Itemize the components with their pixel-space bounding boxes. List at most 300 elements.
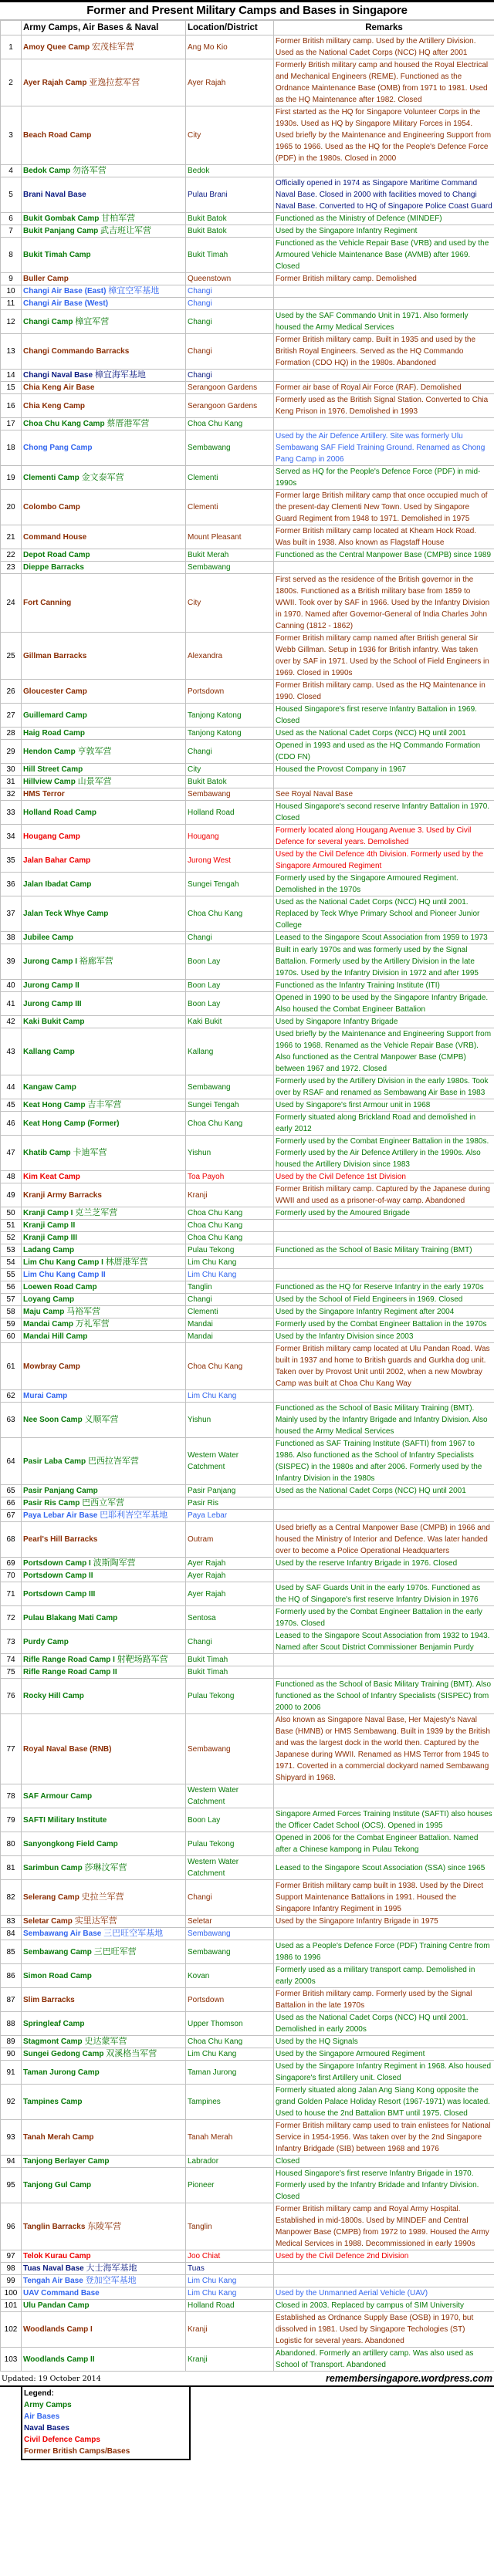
camp-name: UAV Command Base — [23, 2289, 100, 2297]
table-row — [1, 382, 494, 394]
camp-name-cell — [22, 1343, 186, 1390]
camp-remarks: Established as Ordnance Supply Base (OSB) in 1970, but dissolved in 1981. Used by Singapore Techologies (ST) Logistic for several years. Abandoned — [274, 2312, 494, 2348]
camp-chinese-name: 巴耶利峇空军基地 — [100, 1511, 168, 1520]
table-row — [1, 1281, 494, 1294]
row-number: 47 — [1, 1136, 22, 1171]
camp-name-cell — [22, 1808, 186, 1832]
camp-name-cell — [22, 1318, 186, 1331]
camp-remarks: Used by Singapore's first Armour unit in 1968 — [274, 1099, 494, 1112]
row-number: 36 — [1, 873, 22, 896]
row-number: 32 — [1, 788, 22, 801]
camp-name: Nee Soon Camp — [23, 1416, 83, 1424]
camp-remarks: Used by the Air Defence Artillery. Site was formerly Ulu Sembawang SAF Field Training Ground. Renamed as Chong Pang Camp in 2006 — [274, 430, 494, 466]
header-number — [1, 21, 22, 35]
camp-name: Kranji Army Barracks — [23, 1190, 102, 1200]
camp-location: Lim Chu Kang — [186, 1390, 274, 1403]
camp-name: SAFTI Military Institute — [23, 1815, 107, 1825]
row-number: 3 — [1, 106, 22, 165]
row-number: 41 — [1, 992, 22, 1016]
camp-location: Holland Road — [186, 2300, 274, 2312]
camp-remarks: Used by the Civil Defence 2nd Division — [274, 2250, 494, 2263]
camp-name-cell — [22, 382, 186, 394]
row-number: 53 — [1, 1244, 22, 1257]
camp-chinese-name: 林厝港军营 — [105, 1258, 148, 1267]
camp-remarks: Used by the reserve Infantry Brigade in 1976. Closed — [274, 1558, 494, 1570]
table-row — [1, 1294, 494, 1306]
camp-chinese-name: 东陵军营 — [87, 2221, 122, 2231]
camp-remarks: Former British military camp located at Kheam Hock Road. Was built in 1938. Also known as Flagstaff House — [274, 525, 494, 549]
camp-name: Hougang Camp — [23, 832, 80, 841]
camp-location: Sungei Tengah — [186, 873, 274, 896]
row-number: 96 — [1, 2203, 22, 2250]
camp-remarks: Opened in 1990 to be used by the Singapore Infantry Brigade. Also housed the Combat Engineer Battalion — [274, 992, 494, 1016]
camp-chinese-name: 蔡厝港军营 — [107, 419, 150, 428]
camp-name-cell — [22, 980, 186, 992]
row-number: 84 — [1, 1928, 22, 1940]
row-number: 61 — [1, 1343, 22, 1390]
table-row — [1, 1112, 494, 1136]
camp-remarks: Used by the School of Field Engineers in 1969. Closed — [274, 1294, 494, 1306]
camp-name-cell — [22, 2348, 186, 2372]
row-number: 89 — [1, 2036, 22, 2048]
camp-remarks: Opened in 1993 and used as the HQ Commando Formation (CDO FN) — [274, 740, 494, 764]
camp-name: Royal Naval Base (RNB) — [23, 1744, 112, 1754]
camp-name-cell — [22, 1112, 186, 1136]
camp-name-cell — [22, 549, 186, 562]
camp-name: Mandai Hill Camp — [23, 1332, 88, 1341]
camp-remarks: Formerly used by the Singapore Armoured Regiment. Demolished in the 1970s — [274, 873, 494, 896]
table-row — [1, 1331, 494, 1343]
camp-location: Kranji — [186, 2312, 274, 2348]
camp-name: Bukit Gombak Camp — [23, 214, 100, 223]
camp-name: Kranji Camp I — [23, 1209, 73, 1217]
camp-name: Depot Road Camp — [23, 551, 90, 559]
camp-location: City — [186, 764, 274, 776]
camp-location: City — [186, 106, 274, 165]
camp-name-cell — [22, 704, 186, 728]
camp-name: Gillman Barracks — [23, 651, 87, 660]
camp-location: Western Water Catchment — [186, 1438, 274, 1485]
table-row — [1, 1570, 494, 1582]
camp-remarks — [274, 418, 494, 430]
table-row — [1, 896, 494, 932]
camp-name-cell — [22, 1183, 186, 1207]
row-number: 11 — [1, 298, 22, 310]
row-number: 9 — [1, 273, 22, 285]
camp-remarks: Used by Singapore Infantry Brigade — [274, 1016, 494, 1028]
table-row — [1, 932, 494, 944]
camp-remarks — [274, 1570, 494, 1582]
camp-name-cell — [22, 2312, 186, 2348]
camp-chinese-name: 史拉兰军营 — [81, 1892, 124, 1902]
camp-name: Pasir Ris Camp — [23, 1499, 80, 1507]
camp-location: Taman Jurong — [186, 2061, 274, 2085]
row-number: 65 — [1, 1485, 22, 1497]
table-row — [1, 2061, 494, 2085]
camp-remarks: Leased to the Singapore Scout Association from 1932 to 1943. Named after Scout District Commissioner Benjamin Purdy — [274, 1630, 494, 1654]
camp-name: Chong Pang Camp — [23, 444, 93, 452]
camp-location: Bukit Batok — [186, 213, 274, 225]
row-number: 52 — [1, 1232, 22, 1244]
camp-name-cell — [22, 2036, 186, 2048]
row-number: 91 — [1, 2061, 22, 2085]
camp-name: Brani Naval Base — [23, 191, 86, 199]
table-row — [1, 2287, 494, 2300]
table-row — [1, 2300, 494, 2312]
row-number: 17 — [1, 418, 22, 430]
camp-location: Changi — [186, 932, 274, 944]
row-number: 7 — [1, 225, 22, 238]
camp-location: Clementi — [186, 1306, 274, 1318]
row-number: 39 — [1, 944, 22, 980]
camp-remarks: Functioned as the Vehicle Repair Base (VRB) and used by the Armoured Vehicle Maintenance Base (AVMB) after 1969. Closed — [274, 238, 494, 273]
camp-remarks: Closed — [274, 2156, 494, 2168]
camp-location: Pulau Tekong — [186, 1244, 274, 1257]
camp-remarks: Used briefly by the Maintenance and Engineering Support from 1966 to 1968. Renamed as the Vehicle Repair Base (VRB). Also functioned as the Central Manpower Base (CMPB) between 1967 and 1972. Closed — [274, 1028, 494, 1075]
camp-name-cell — [22, 298, 186, 310]
camp-location: Sembawang — [186, 562, 274, 574]
camp-location: Bukit Timah — [186, 1666, 274, 1679]
camp-name-cell — [22, 1281, 186, 1294]
row-number: 82 — [1, 1880, 22, 1916]
camp-location: Sembawang — [186, 430, 274, 466]
table-row — [1, 370, 494, 382]
camp-location: Queenstown — [186, 273, 274, 285]
table-row — [1, 740, 494, 764]
camp-name: Changi Air Base (West) — [23, 299, 109, 308]
camp-name: Woodlands Camp I — [23, 2325, 93, 2334]
camp-name: Jalan Teck Whye Camp — [23, 910, 109, 918]
camp-name: Rifle Range Road Camp I — [23, 1656, 115, 1664]
camp-name: Tengah Air Base — [23, 2277, 83, 2285]
camp-name-cell — [22, 310, 186, 334]
camp-location: Alexandra — [186, 633, 274, 680]
table-row — [1, 466, 494, 490]
camp-name: Jubilee Camp — [23, 934, 74, 942]
camp-location: Pioneer — [186, 2168, 274, 2203]
camp-chinese-name: 义顺军营 — [84, 1415, 119, 1424]
camp-name-cell — [22, 1099, 186, 1112]
table-row — [1, 334, 494, 370]
row-number: 66 — [1, 1497, 22, 1510]
table-row — [1, 1438, 494, 1485]
camp-remarks: Used as the National Cadet Corps (NCC) HQ until 2001 — [274, 1485, 494, 1497]
camp-location: Pasir Ris — [186, 1497, 274, 1510]
camp-name-cell — [22, 1171, 186, 1183]
camp-name: Tanjong Berlayer Camp — [23, 2157, 110, 2166]
table-row — [1, 165, 494, 177]
camp-remarks: Leased to the Singapore Scout Association (SSA) since 1965 — [274, 1856, 494, 1880]
camp-location: Choa Chu Kang — [186, 1343, 274, 1390]
table-row — [1, 2048, 494, 2061]
table-row — [1, 728, 494, 740]
camp-name-cell — [22, 177, 186, 213]
camp-remarks: Used by the Unmanned Aerial Vehicle (UAV) — [274, 2287, 494, 2300]
table-row — [1, 418, 494, 430]
camp-name: Bedok Camp — [23, 167, 71, 175]
camp-remarks: Housed Singapore's first reserve Infantry Battalion in 1969. Closed — [274, 704, 494, 728]
row-number: 49 — [1, 1183, 22, 1207]
camp-location: Kovan — [186, 1964, 274, 1988]
table-row — [1, 633, 494, 680]
camp-remarks: Used by the Civil Defence 1st Division — [274, 1171, 494, 1183]
camp-remarks: Built in early 1970s and was formerly used by the Signal Battalion. Formerly used by the Artillery Division in the late 1970s. Used by the Infantry Division in 1972 and after 1995 — [274, 944, 494, 980]
legend-item-british: Former British Camps/Bases — [24, 2447, 130, 2456]
camp-name-cell — [22, 2061, 186, 2085]
row-number: 15 — [1, 382, 22, 394]
table-row — [1, 1916, 494, 1928]
camp-remarks: Former British military camp built in 1938. Used by the Direct Support Maintenance Battalions in 1991. Housed the Singapore Infantry Regiment in 1995 — [274, 1880, 494, 1916]
camp-location: Bukit Batok — [186, 776, 274, 788]
camp-name-cell — [22, 225, 186, 238]
camp-chinese-name: 莎琳汶军营 — [84, 1862, 127, 1872]
camp-name-cell — [22, 2275, 186, 2287]
table-row — [1, 2168, 494, 2203]
camp-name: Woodlands Camp II — [23, 2355, 95, 2364]
table-row — [1, 1343, 494, 1390]
camp-name: Simon Road Camp — [23, 1971, 92, 1980]
camp-name-cell — [22, 1988, 186, 2012]
camp-location: Tampines — [186, 2085, 274, 2120]
table-row — [1, 1928, 494, 1940]
camp-location: Yishun — [186, 1136, 274, 1171]
table-row — [1, 1028, 494, 1075]
camp-chinese-name: 卡迪军营 — [73, 1148, 107, 1157]
table-row — [1, 1784, 494, 1808]
row-number: 72 — [1, 1606, 22, 1630]
row-number: 68 — [1, 1522, 22, 1558]
camp-location: Sembawang — [186, 788, 274, 801]
camp-chinese-name: 樟宜空军基地 — [108, 286, 160, 295]
camp-remarks: Formerly used by the Combat Engineer Battalion in the early 1970s. Closed — [274, 1606, 494, 1630]
camp-location: Tanglin — [186, 2203, 274, 2250]
camp-location: Sembawang — [186, 1075, 274, 1099]
camp-location: Tanjong Katong — [186, 728, 274, 740]
camp-location: Lim Chu Kang — [186, 2048, 274, 2061]
camp-location: Sembawang — [186, 1714, 274, 1784]
camp-name-cell — [22, 1832, 186, 1856]
camp-name-cell — [22, 1497, 186, 1510]
camp-name-cell — [22, 1606, 186, 1630]
camp-name: Changi Air Base (East) — [23, 287, 107, 295]
camp-remarks: Functioned as the Ministry of Defence (MINDEF) — [274, 213, 494, 225]
camp-location: Holland Road — [186, 801, 274, 825]
camp-name-cell — [22, 801, 186, 825]
camp-name-cell — [22, 2168, 186, 2203]
camp-name: Ayer Rajah Camp — [23, 78, 87, 87]
table-row — [1, 1244, 494, 1257]
camp-location: Changi — [186, 285, 274, 298]
table-row — [1, 1856, 494, 1880]
page-title: Former and Present Military Camps and Bases in Singapore — [0, 2, 494, 20]
camp-remarks: Formerly situated along Jalan Ang Siang Kong opposite the grand Golden Palace Holiday Resort (1967-1971) was located. Used to house the 2nd Battalion BMT until 1975. Closed — [274, 2085, 494, 2120]
camp-location: Western Water Catchment — [186, 1784, 274, 1808]
camp-remarks: Formerly located along Hougang Avenue 3. Used by Civil Defence for several years. Demolished — [274, 825, 494, 849]
table-row — [1, 1654, 494, 1666]
camp-name: Pasir Laba Camp — [23, 1457, 86, 1466]
table-row — [1, 680, 494, 704]
camp-name: Hendon Camp — [23, 747, 76, 756]
camp-location: Sentosa — [186, 1606, 274, 1630]
table-row — [1, 310, 494, 334]
camp-remarks: Former British military camp used to train enlistees for National Service in 1954-1956. Was taken over by the 2nd Singapore Infantry Bridgade (SIB) between 1968 and 1976 — [274, 2120, 494, 2156]
camp-name-cell — [22, 1558, 186, 1570]
table-row — [1, 2156, 494, 2168]
camp-location: Lim Chu Kang — [186, 1269, 274, 1281]
site-credit: remembersingapore.wordpress.com — [325, 2373, 492, 2384]
camp-location: Changi — [186, 1880, 274, 1916]
row-number: 23 — [1, 562, 22, 574]
legend-item-army: Army Camps — [24, 2401, 72, 2409]
table-row — [1, 1522, 494, 1558]
camp-name-cell — [22, 2120, 186, 2156]
camp-chinese-name: 巴西拉峇军营 — [87, 1456, 139, 1466]
row-number: 59 — [1, 1318, 22, 1331]
camp-location: Pulau Tekong — [186, 1832, 274, 1856]
row-number: 10 — [1, 285, 22, 298]
camp-remarks: Former British military camp. Captured by the Japanese during WWII and used as a prisoner-of-way camp. Abandoned — [274, 1183, 494, 1207]
camp-name-cell — [22, 35, 186, 59]
camp-name: Bukit Timah Camp — [23, 251, 91, 259]
camp-remarks: Used by the Singapore Infantry Regiment in 1968. Also housed Singapore's first Artillery unit. Closed — [274, 2061, 494, 2085]
camp-name-cell — [22, 1269, 186, 1281]
row-number: 34 — [1, 825, 22, 849]
camp-name-cell — [22, 1510, 186, 1522]
camp-name-cell — [22, 1880, 186, 1916]
camp-remarks: Abandoned. Formerly an artillery camp. Was also used as School of Transport. Abandoned — [274, 2348, 494, 2372]
camp-name-cell — [22, 370, 186, 382]
camp-location: Changi — [186, 334, 274, 370]
camp-name-cell — [22, 1714, 186, 1784]
camp-name-cell — [22, 334, 186, 370]
table-row — [1, 1306, 494, 1318]
camp-name-cell — [22, 430, 186, 466]
footer — [0, 2372, 494, 2387]
camp-location: Ayer Rajah — [186, 1570, 274, 1582]
camp-chinese-name: 巴西立军营 — [82, 1498, 125, 1507]
row-number: 67 — [1, 1510, 22, 1522]
camp-name: Tanah Merah Camp — [23, 2133, 94, 2142]
camp-name-cell — [22, 1784, 186, 1808]
camp-name-cell — [22, 1630, 186, 1654]
camp-chinese-name: 史达蒙军营 — [84, 2037, 127, 2046]
legend — [21, 2387, 191, 2460]
camp-location: Ayer Rajah — [186, 1558, 274, 1570]
camp-remarks — [274, 2263, 494, 2275]
camp-name: Seletar Camp — [23, 1917, 73, 1926]
table-row — [1, 2012, 494, 2036]
camp-location: Choa Chu Kang — [186, 1232, 274, 1244]
camp-name: Rocky Hill Camp — [23, 1692, 84, 1700]
camp-location: Kaki Bukit — [186, 1016, 274, 1028]
camp-location: City — [186, 574, 274, 633]
camp-chinese-name: 樟宜军营 — [75, 316, 110, 326]
camp-name: Mandai Camp — [23, 1320, 74, 1329]
row-number: 26 — [1, 680, 22, 704]
row-number: 79 — [1, 1808, 22, 1832]
camp-chinese-name: 克兰芝军营 — [75, 1208, 118, 1217]
camp-location: Mandai — [186, 1318, 274, 1331]
camp-location: Clementi — [186, 466, 274, 490]
table-row — [1, 992, 494, 1016]
row-number: 24 — [1, 574, 22, 633]
camp-location: Changi — [186, 298, 274, 310]
camp-remarks — [274, 370, 494, 382]
camp-remarks: Used by the Singapore Infantry Brigade in 1975 — [274, 1916, 494, 1928]
camp-location: Hougang — [186, 825, 274, 849]
camp-chinese-name: 实里达军营 — [74, 1916, 117, 1926]
camp-name-cell — [22, 1916, 186, 1928]
camp-name: Tampines Camp — [23, 2098, 83, 2106]
camp-name-cell — [22, 1654, 186, 1666]
camp-name: Colombo Camp — [23, 503, 80, 511]
camp-name-cell — [22, 2085, 186, 2120]
camp-remarks — [274, 1497, 494, 1510]
row-number: 30 — [1, 764, 22, 776]
camp-name: Taman Jurong Camp — [23, 2068, 100, 2077]
row-number: 93 — [1, 2120, 22, 2156]
camp-name-cell — [22, 106, 186, 165]
camp-chinese-name: 樟宜海军基地 — [94, 370, 146, 380]
legend-item-civil: Civil Defence Camps — [24, 2436, 100, 2444]
camp-location: Tanjong Katong — [186, 704, 274, 728]
camp-location: Kallang — [186, 1028, 274, 1075]
table-row — [1, 1808, 494, 1832]
row-number: 56 — [1, 1281, 22, 1294]
row-number: 29 — [1, 740, 22, 764]
camp-name-cell — [22, 873, 186, 896]
row-number: 13 — [1, 334, 22, 370]
camp-location: Changi — [186, 370, 274, 382]
camp-location: Choa Chu Kang — [186, 418, 274, 430]
camp-remarks: Functioned as the HQ for Reserve Infantry in the early 1970s — [274, 1281, 494, 1294]
camp-remarks: Former British military camp. Demolished — [274, 273, 494, 285]
camp-name: Fort Canning — [23, 599, 72, 607]
table-row — [1, 2275, 494, 2287]
camp-location: Ayer Rajah — [186, 59, 274, 106]
row-number: 90 — [1, 2048, 22, 2061]
table-row — [1, 1666, 494, 1679]
camp-remarks: Used by SAF Guards Unit in the early 1970s. Functioned as the HQ of Singapore's first reserve Infantry Division in 1976 — [274, 1582, 494, 1606]
header-location: Location/District — [186, 21, 274, 35]
camp-name-cell — [22, 394, 186, 418]
camp-remarks — [274, 1220, 494, 1232]
camp-name: Loyang Camp — [23, 1295, 75, 1304]
table-row — [1, 2120, 494, 2156]
row-number: 22 — [1, 549, 22, 562]
row-number: 38 — [1, 932, 22, 944]
camp-location: Clementi — [186, 490, 274, 525]
camps-table — [0, 20, 494, 2372]
camp-name: Jalan Bahar Camp — [23, 856, 91, 865]
row-number: 40 — [1, 980, 22, 992]
camp-location: Lim Chu Kang — [186, 2287, 274, 2300]
row-number: 42 — [1, 1016, 22, 1028]
table-row — [1, 1485, 494, 1497]
camp-remarks: Used by the Singapore Armoured Regiment — [274, 2048, 494, 2061]
camp-remarks: Singapore Armed Forces Training Institute (SAFTI) also houses the Officer Cadet School (OCS). Opened in 1995 — [274, 1808, 494, 1832]
camp-chinese-name: 武吉班让军营 — [100, 226, 152, 235]
camp-name: Choa Chu Kang Camp — [23, 420, 105, 428]
camp-name: Jalan Ibadat Camp — [23, 879, 92, 889]
row-number: 101 — [1, 2300, 22, 2312]
table-row — [1, 273, 494, 285]
row-number: 88 — [1, 2012, 22, 2036]
camp-name: Portsdown Camp II — [23, 1572, 93, 1580]
row-number: 92 — [1, 2085, 22, 2120]
camp-name-cell — [22, 1940, 186, 1964]
camp-remarks: Formerly used by the Combat Engineer Battalion in the 1970s — [274, 1318, 494, 1331]
